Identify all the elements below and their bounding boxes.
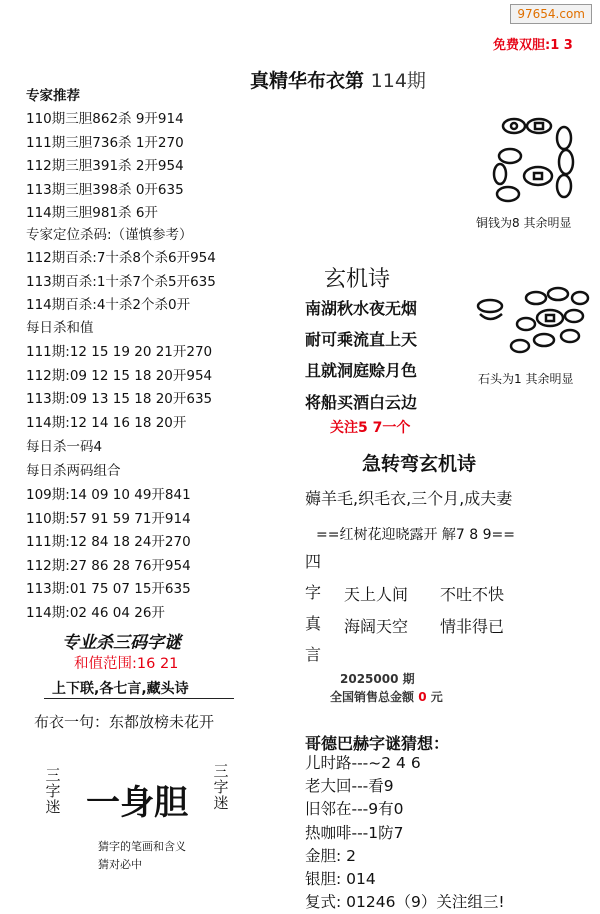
list-item: 金胆: 2 [305,846,357,865]
list-item: 热咖啡---1防7 [305,823,404,842]
page-title: 真精华布衣第 114期 [250,70,426,92]
list-item: 111期:12 84 18 24开270 [26,534,191,550]
poem-focus: 关注5 7一个 [330,420,411,436]
poem-line: 将船买酒白云边 [305,393,418,412]
list-item: 儿时路---~2 4 6 [305,754,421,772]
list-item: 110期:57 91 59 71开914 [26,510,191,527]
list-item: 114期:02 46 04 26开 [26,604,165,621]
turn-poem-line: 薅羊毛,织毛衣,三个月,成夫妻 [305,489,513,508]
experts-list [26,111,184,229]
list-item: 复式: 01246（9）关注组三! [305,893,505,912]
daily-two-heading: 每日杀两码组合 [26,463,121,479]
list-item: 112期三胆391杀 2开954 [26,158,184,174]
riddle-side-left: 三字迷 [45,766,61,816]
poem-line: 南湖秋水夜无烟 [305,299,418,318]
sales-total: 全国销售总金额 0 元 [330,690,443,704]
list-item: 111期:12 15 19 20 21开270 [26,344,213,360]
riddle-header: 专业杀三码字谜 [62,633,181,653]
list-item: 112期:27 86 28 76开954 [26,557,191,574]
goedel-list [305,752,505,914]
poem-line: 且就洞庭赊月色 [305,361,418,380]
four-words-char: 真 [305,614,322,633]
daily-sum-heading: 每日杀和值 [26,320,94,336]
divider [44,698,234,699]
list-item: 112期:09 12 15 18 20开954 [26,367,213,384]
list-item: 114期三胆981杀 6开 [26,205,158,221]
list-item: 银胆: 014 [305,870,376,889]
turn-poem-hint: ==红树花迎晓露开 解7 8 9== [316,527,515,543]
riddle-hint: 猜对必中 [98,858,142,871]
list-item: 112期百杀:7十杀8个杀6开954 [26,250,216,266]
four-words-chars [305,546,325,670]
coin-picture [484,112,584,212]
goedel-title: 哥德巴赫字谜猜想： [305,734,450,753]
site-watermark: 97654.com [510,4,592,24]
sum-range: 和值范围:16 21 [74,656,179,672]
turn-poem-title: 急转弯玄机诗 [362,453,477,475]
list-item: 老大回---看9 [305,777,394,796]
daily-two-list [26,487,191,628]
list-item: 109期:14 09 10 49开841 [26,487,191,503]
riddle-main: 一身胆 [86,783,188,823]
four-words-phrase: 天上人间 [344,585,409,604]
list-item: 114期:12 14 16 18 20开 [26,414,187,431]
daily-sum-list [26,344,212,438]
position-kill-heading: 专家定位杀码:（谨慎参考） [26,227,193,243]
poem-line: 耐可乘流直上天 [305,330,418,349]
four-words-phrase: 不吐不快 [440,585,505,604]
list-item: 110期三胆862杀 9开914 [26,111,184,127]
riddle-hint: 猜字的笔画和含义 [98,840,186,853]
experts-heading: 专家推荐 [26,88,80,104]
pic1-caption: 铜钱为8 其余明显 [476,216,572,230]
list-item: 111期三胆736杀 1开270 [26,134,184,151]
list-item: 113期:09 13 15 18 20开635 [26,391,213,407]
list-item: 114期百杀:4十杀2个杀0开 [26,297,191,313]
pic2-caption: 石头为1 其余明显 [478,372,574,386]
list-item: 113期:01 75 07 15开635 [26,581,191,597]
poem-title: 玄机诗 [324,267,391,292]
couplet-note: 上下联,各七言,藏头诗 [52,681,189,697]
buyi-line: 布衣一句：东都放榜未花开 [34,713,215,731]
list-item: 113期三胆398杀 0开635 [26,181,184,198]
position-kill-list [26,250,216,321]
list-item: 旧邻在---9有0 [305,800,404,819]
riddle-side-right: 三字迷 [213,762,229,812]
four-words-char: 字 [305,583,322,602]
four-words-phrase: 海阔天空 [344,617,409,636]
four-words-phrase: 情非得已 [440,617,505,636]
list-item: 113期百杀:1十杀7个杀5开635 [26,273,216,290]
four-words-char: 四 [305,552,322,571]
free-pick: 免费双胆:1 3 [493,38,573,53]
four-words-char: 言 [305,645,322,664]
daily-one: 每日杀一码4 [26,439,103,455]
sales-issue: 2025000 期 [340,672,415,686]
stone-picture [474,284,590,360]
